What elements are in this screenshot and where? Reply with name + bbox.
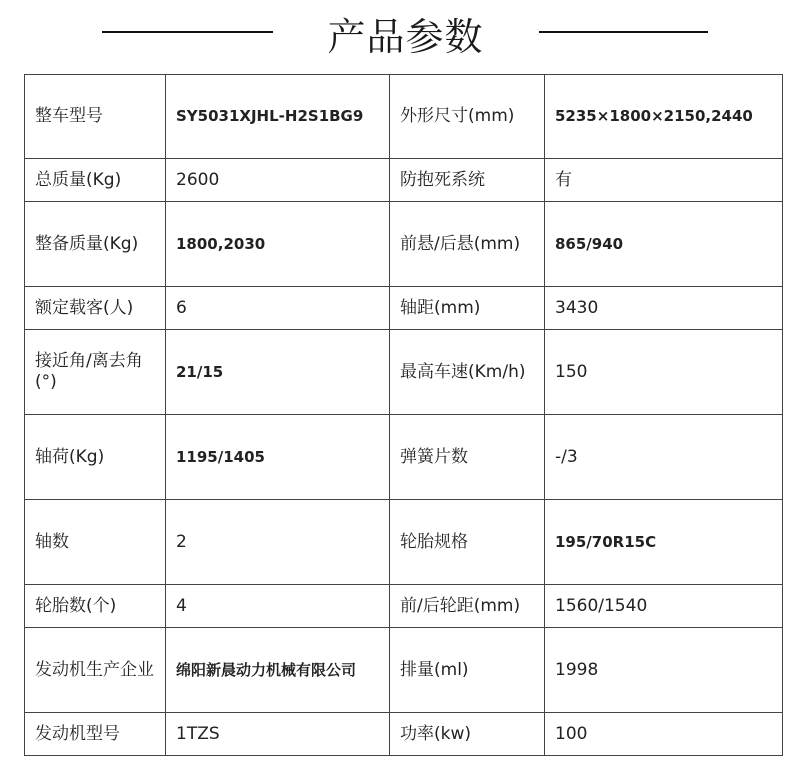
table-row xyxy=(25,330,783,415)
spec-label: 轴距(mm) xyxy=(390,287,545,330)
header-divider-right xyxy=(539,31,708,33)
spec-label: 轮胎数(个) xyxy=(25,585,166,628)
spec-label: 弹簧片数 xyxy=(390,415,545,500)
spec-value: 3430 xyxy=(545,287,783,330)
spec-value: 5235×1800×2150,2440 xyxy=(545,75,783,159)
spec-label: 最高车速(Km/h) xyxy=(390,330,545,415)
spec-label: 发动机生产企业 xyxy=(25,628,166,713)
spec-label: 前/后轮距(mm) xyxy=(390,585,545,628)
table-row xyxy=(25,415,783,500)
table-row xyxy=(25,202,783,287)
spec-label: 额定载客(人) xyxy=(25,287,166,330)
table-row xyxy=(25,713,783,756)
spec-value: 2 xyxy=(166,500,390,585)
spec-value: -/3 xyxy=(545,415,783,500)
spec-table xyxy=(24,74,783,756)
spec-value: 1560/1540 xyxy=(545,585,783,628)
spec-label: 轴荷(Kg) xyxy=(25,415,166,500)
spec-label: 外形尺寸(mm) xyxy=(390,75,545,159)
table-row xyxy=(25,159,783,202)
spec-value: 有 xyxy=(545,159,783,202)
spec-value: 21/15 xyxy=(166,330,390,415)
table-row xyxy=(25,75,783,159)
table-row xyxy=(25,500,783,585)
table-row xyxy=(25,628,783,713)
spec-label: 前悬/后悬(mm) xyxy=(390,202,545,287)
spec-value: 1800,2030 xyxy=(166,202,390,287)
spec-value: 2600 xyxy=(166,159,390,202)
spec-label: 功率(kw) xyxy=(390,713,545,756)
spec-label: 接近角/离去角(°) xyxy=(25,330,166,415)
spec-label: 发动机型号 xyxy=(25,713,166,756)
spec-value: 4 xyxy=(166,585,390,628)
spec-label: 轮胎规格 xyxy=(390,500,545,585)
spec-value: 1195/1405 xyxy=(166,415,390,500)
spec-value: 绵阳新晨动力机械有限公司 xyxy=(166,628,390,713)
spec-label: 防抱死系统 xyxy=(390,159,545,202)
spec-value: 150 xyxy=(545,330,783,415)
spec-value: 1TZS xyxy=(166,713,390,756)
spec-value: 6 xyxy=(166,287,390,330)
table-row xyxy=(25,287,783,330)
spec-label: 整备质量(Kg) xyxy=(25,202,166,287)
spec-value: 100 xyxy=(545,713,783,756)
spec-label: 总质量(Kg) xyxy=(25,159,166,202)
page-header xyxy=(0,0,811,74)
spec-label: 排量(ml) xyxy=(390,628,545,713)
spec-value: 1998 xyxy=(545,628,783,713)
spec-value: 195/70R15C xyxy=(545,500,783,585)
spec-label: 轴数 xyxy=(25,500,166,585)
spec-value: SY5031XJHL-H2S1BG9 xyxy=(166,75,390,159)
spec-label: 整车型号 xyxy=(25,75,166,159)
table-row xyxy=(25,585,783,628)
spec-value: 865/940 xyxy=(545,202,783,287)
page-title: 产品参数 xyxy=(327,15,484,59)
